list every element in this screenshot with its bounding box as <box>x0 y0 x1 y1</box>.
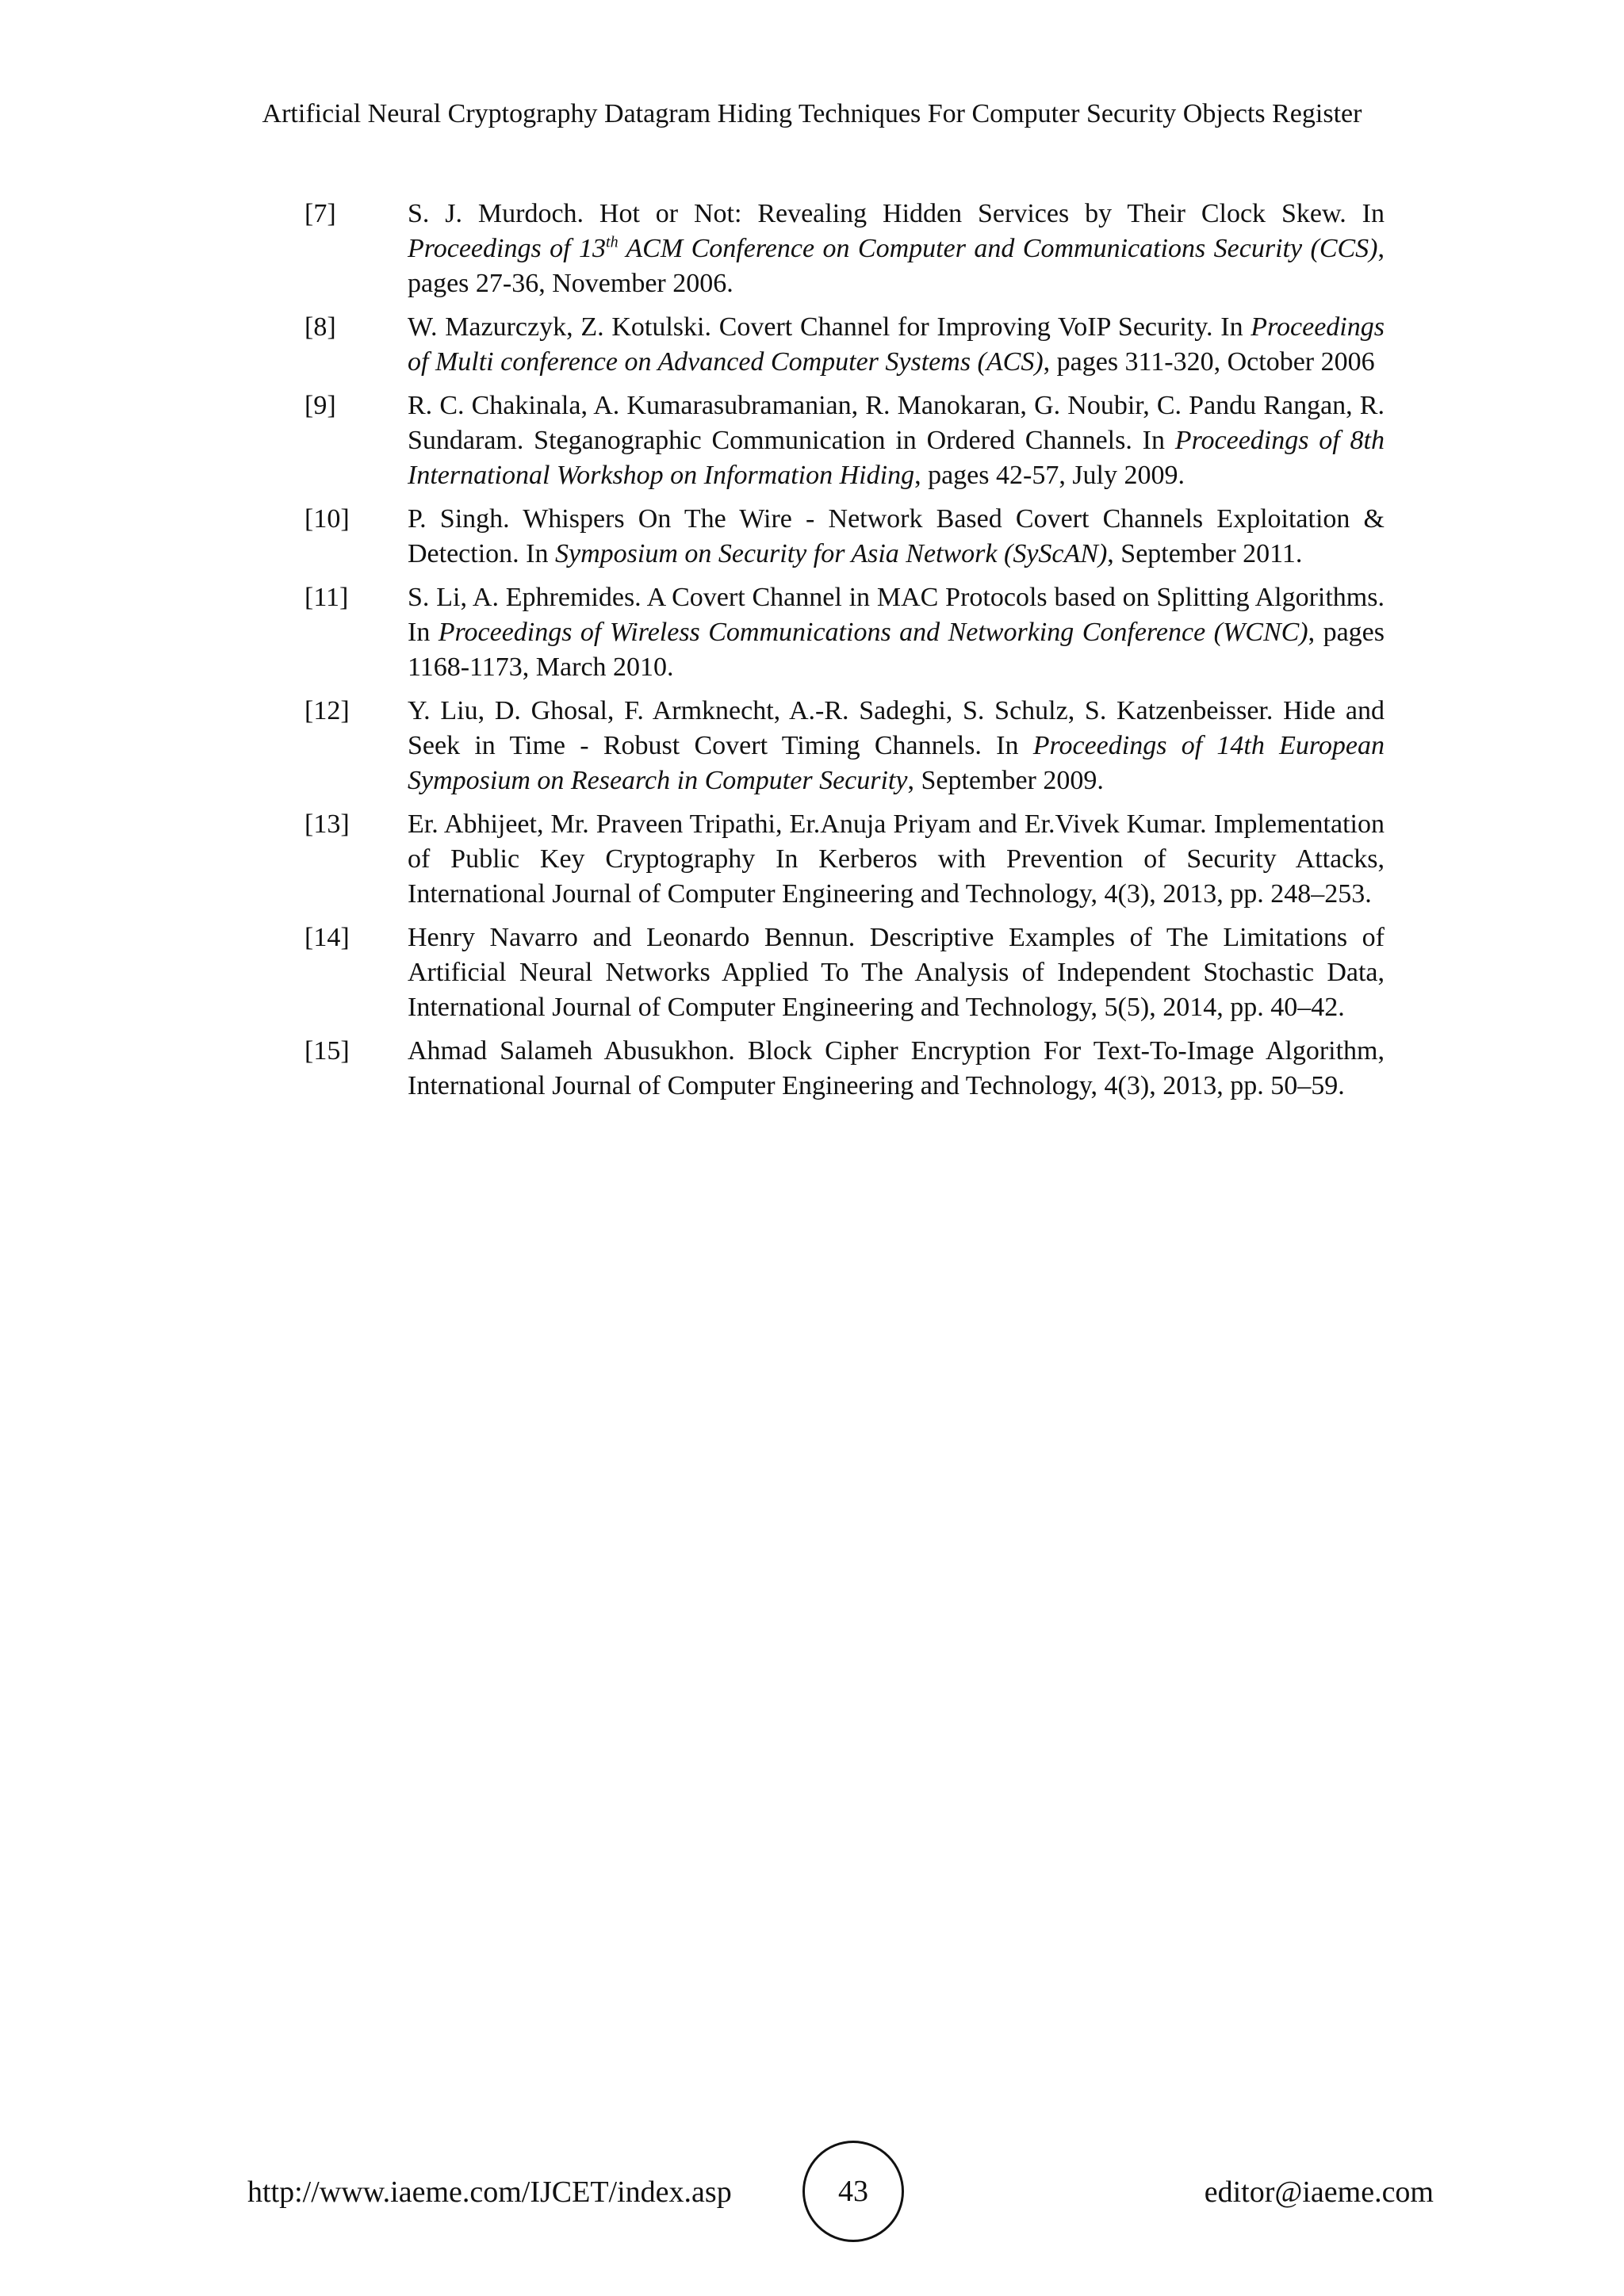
reference-authors-title: R. C. Chakinala, A. Kumarasubramanian, R. Manokaran, G. Noubir, C. Pandu Rangan, R. Sundaram. Steganographic Communication in Ordered Channels. In <box>408 391 1385 455</box>
reference-venue: Proceedings of 8th International Workshop on Information Hiding <box>408 426 1385 490</box>
reference-venue: Proceedings of Wireless Communications and Networking Conference (WCNC) <box>438 618 1308 647</box>
reference-authors-title: P. Singh. Whispers On The Wire - Network Based Covert Channels Exploitation & Detection. In <box>408 504 1385 568</box>
reference-venue: Symposium on Security for Asia Network (SyScAN) <box>555 539 1108 568</box>
reference-details: , September 2009. <box>907 766 1104 795</box>
reference-text: Ahmad Salameh Abusukhon. Block Cipher Encryption For Text-To-Image Algorithm, International Journal of Computer Engineering and Technology, 4(3), 2013, pp. 50–59. <box>408 1036 1385 1100</box>
page-footer <box>0 2141 1624 2244</box>
reference-details: , pages 311-320, October 2006 <box>1043 347 1375 377</box>
reference-item <box>304 310 1385 380</box>
reference-number: [11] <box>304 583 349 612</box>
reference-number: [8] <box>304 312 336 342</box>
reference-number: [9] <box>304 391 336 420</box>
reference-number: [7] <box>304 199 336 228</box>
reference-venue: Proceedings of 14th European Symposium on Research in Computer Security <box>408 731 1385 795</box>
reference-details: , pages 1168-1173, March 2010. <box>408 618 1385 682</box>
reference-text <box>408 694 1385 798</box>
reference-number: [13] <box>304 809 350 839</box>
reference-number: [15] <box>304 1036 350 1066</box>
reference-text <box>408 388 1385 493</box>
reference-text <box>408 310 1385 380</box>
reference-authors-title: S. Li, A. Ephremides. A Covert Channel in MAC Protocols based on Splitting Algorithms. In <box>408 583 1385 647</box>
journal-url-link[interactable]: http://www.iaeme.com/IJCET/index.asp <box>247 2175 732 2209</box>
reference-number: [10] <box>304 504 350 534</box>
page-number-badge: 43 <box>802 2141 904 2242</box>
editor-email-link[interactable]: editor@iaeme.com <box>1204 2175 1434 2209</box>
reference-item <box>304 197 1385 301</box>
ordinal-suffix: th <box>606 233 619 251</box>
reference-venue-part: ACM Conference on Computer and Communications Security (CCS) <box>618 234 1378 263</box>
reference-authors-title: W. Mazurczyk, Z. Kotulski. Covert Channel for Improving VoIP Security. In <box>408 312 1251 342</box>
reference-details: , pages 42-57, July 2009. <box>914 461 1185 490</box>
reference-item <box>304 1034 1385 1104</box>
reference-text: Henry Navarro and Leonardo Bennun. Descriptive Examples of The Limitations of Artificial Neural Networks Applied To The Analysis of Independent Stochastic Data, International Journal of Computer Engineering and Technology, 5(5), 2014, pp. 40–42. <box>408 923 1385 1022</box>
reference-item <box>304 388 1385 493</box>
reference-item <box>304 807 1385 912</box>
reference-venue: Proceedings of Multi conference on Advanced Computer Systems (ACS) <box>408 312 1385 377</box>
reference-details: , September 2011. <box>1107 539 1303 568</box>
reference-text <box>408 580 1385 685</box>
reference-number: [14] <box>304 923 350 952</box>
reference-authors-title: S. J. Murdoch. Hot or Not: Revealing Hidden Services by Their Clock Skew. In <box>408 199 1385 228</box>
reference-details: , pages 27-36, November 2006. <box>408 234 1385 298</box>
reference-number: [12] <box>304 696 350 725</box>
reference-venue-part: Proceedings of 13 <box>408 234 607 263</box>
reference-item <box>304 694 1385 798</box>
reference-list <box>304 197 1385 1112</box>
reference-item <box>304 502 1385 572</box>
reference-text <box>408 197 1385 301</box>
reference-item <box>304 580 1385 685</box>
reference-text: Er. Abhijeet, Mr. Praveen Tripathi, Er.Anuja Priyam and Er.Vivek Kumar. Implementation of Public Key Cryptography In Kerberos with Prevention of Security Attacks, International Journal of Computer Engineering and Technology, 4(3), 2013, pp. 248–253. <box>408 809 1385 909</box>
reference-authors-title: Y. Liu, D. Ghosal, F. Armknecht, A.-R. Sadeghi, S. Schulz, S. Katzenbeisser. Hide and Seek in Time - Robust Covert Timing Channels. In <box>408 696 1385 760</box>
running-header: Artificial Neural Cryptography Datagram Hiding Techniques For Computer Security Objects Register <box>262 99 1362 128</box>
reference-text <box>408 502 1385 572</box>
reference-item <box>304 920 1385 1025</box>
reference-venue <box>408 234 1378 263</box>
